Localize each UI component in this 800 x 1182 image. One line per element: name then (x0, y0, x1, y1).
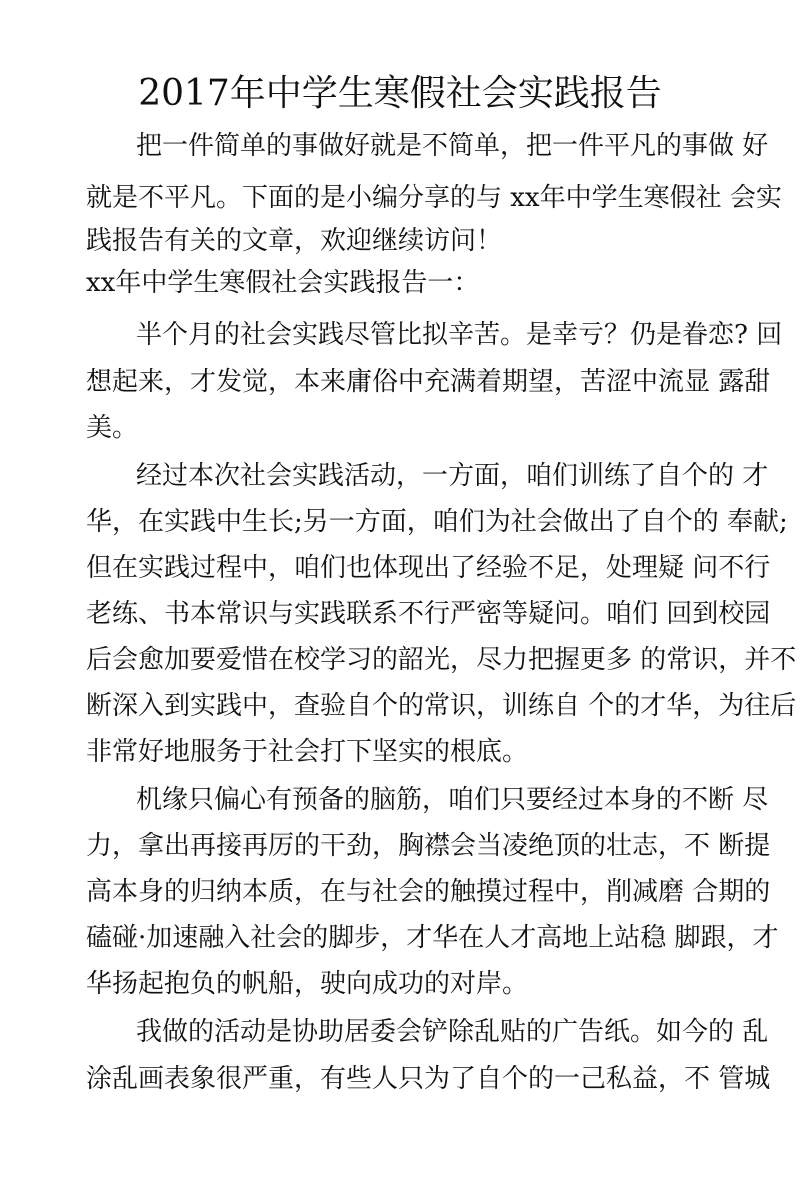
paragraph-3-line-1: 半个月的社会实践尽管比拟辛苦。是幸亏？仍是眷恋? 回 (136, 320, 783, 350)
paragraph-5-line-3: 高本身的归纳本质，在与社会的触摸过程中，削减磨 合期的 (86, 877, 771, 907)
paragraph-4-line-3: 但在实践过程中，咱们也体现出了经验不足，处理疑 问不行 (86, 553, 771, 583)
paragraph-3-line-2: 想起来，才发觉，本来庸俗中充满着期望，苦涩中流显 露甜 (86, 367, 771, 397)
paragraph-4-line-1: 经过本次社会实践活动，一方面，咱们训练了自个的 才 (136, 461, 769, 491)
paragraph-5-line-4: 磕碰·加速融入社会的脚步，才华在人才高地上站稳 脚跟，才 (86, 923, 779, 953)
paragraph-5-line-1: 机缘只偏心有预备的脑筋，咱们只要经过本身的不断 尽 (136, 785, 769, 815)
paragraph-4-line-4: 老练、书本常识与实践联系不行严密等疑问。咱们 回到校园 (86, 599, 771, 629)
paragraph-4-line-6: 断深入到实践中，查验自个的常识，训练自 个的才华，为往后 (86, 691, 797, 721)
paragraph-1-line-1: 把一件简单的事做好就是不简单，把一件平凡的事做 好 (136, 131, 769, 161)
paragraph-3-line-3: 美。 (86, 413, 139, 443)
paragraph-5-line-2: 力，拿出再接再厉的干劲，胸襟会当凌绝顶的壮志，不 断提 (86, 831, 771, 861)
paragraph-6-line-1: 我做的活动是协助居委会铲除乱贴的广告纸。如今的 乱 (136, 1017, 769, 1047)
paragraph-4-line-5: 后会愈加要爱惜在校学习的韶光，尽力把握更多 的常识，并不 (86, 645, 797, 675)
paragraph-5-line-5: 华扬起抱负的帆船，驶向成功的对岸。 (86, 969, 529, 999)
section-heading: xx年中学生寒假社会实践报告一： (86, 268, 480, 298)
paragraph-1-line-2: 就是不平凡。下面的是小编分享的与 xx年中学生寒假社 会实 (86, 183, 782, 213)
paragraph-1-line-3: 践报告有关的文章，欢迎继续访问！ (86, 226, 503, 256)
paragraph-4-line-2: 华，在实践中生长;另一方面，咱们为社会做出了自个的 奉献; (86, 507, 788, 537)
document-title: 2017年中学生寒假社会实践报告 (138, 73, 662, 114)
paragraph-6-line-2: 涂乱画表象很严重，有些人只为了自个的一己私益，不 管城 (86, 1064, 771, 1094)
paragraph-4-line-7: 非常好地服务于社会打下坚实的根底。 (86, 737, 529, 767)
